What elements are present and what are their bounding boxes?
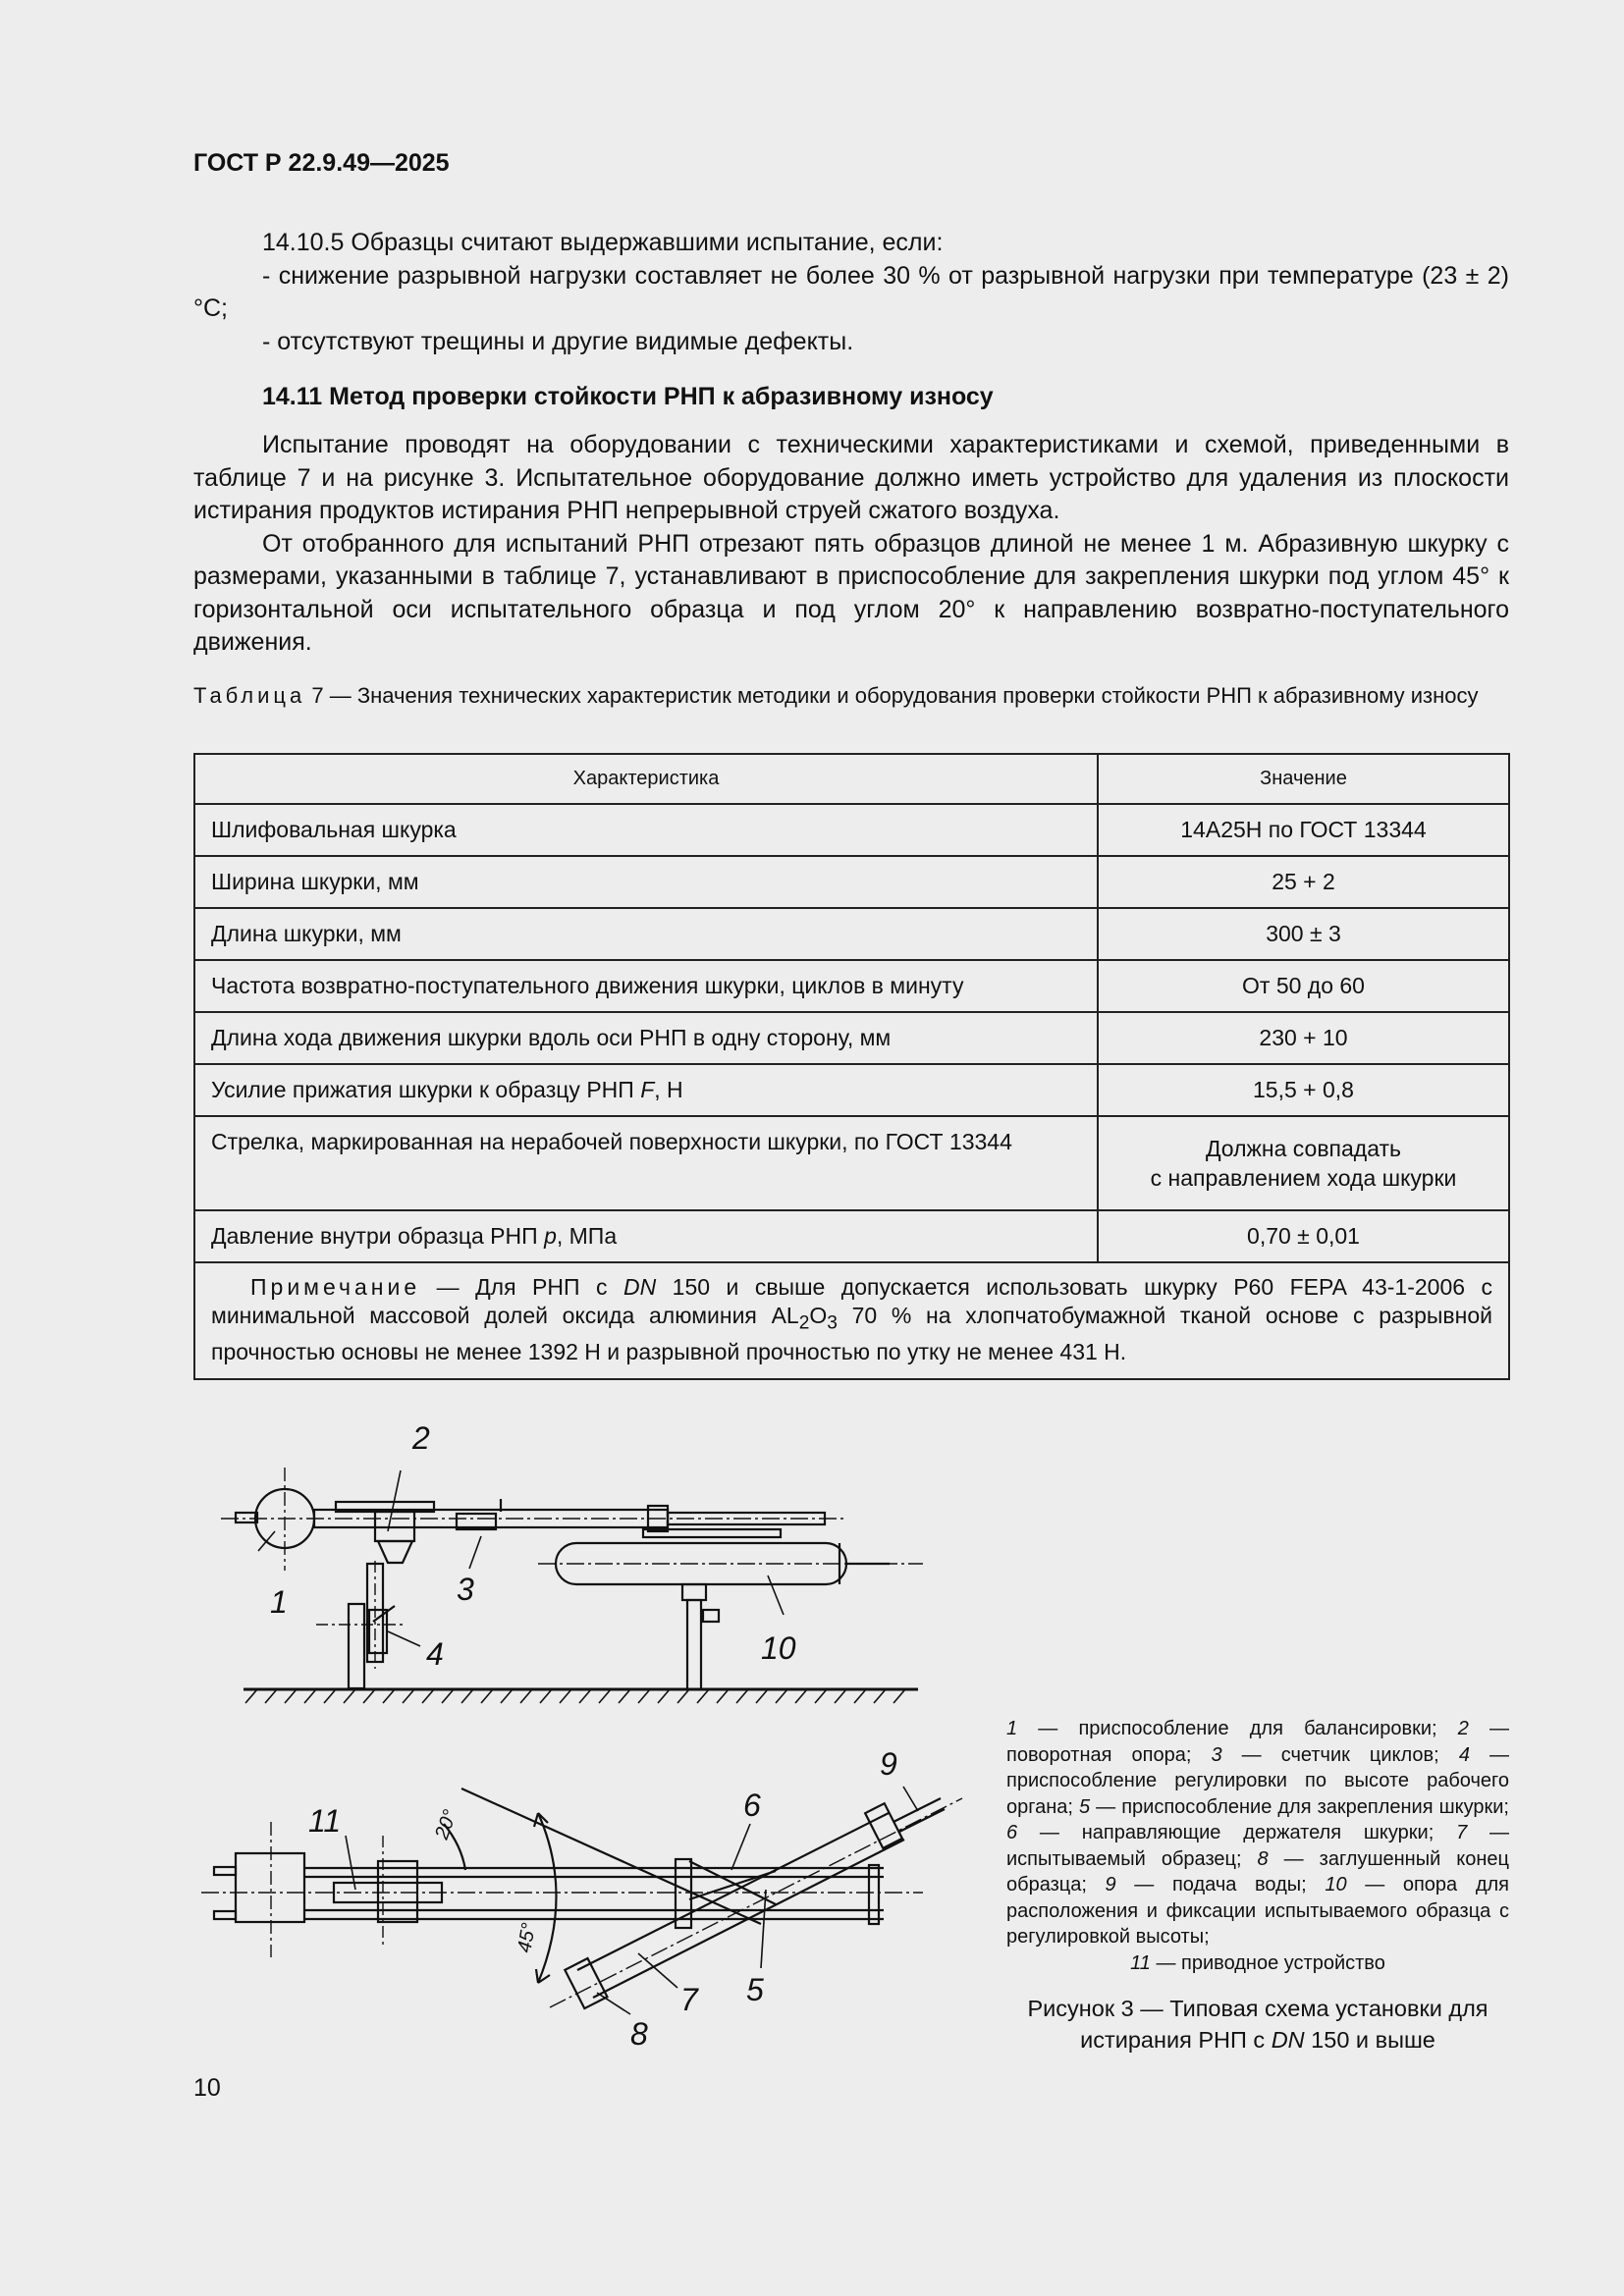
- drive-device: [214, 1822, 304, 1957]
- legend-number: 2: [1457, 1718, 1469, 1739]
- legend-text: — приспособление для балансировки;: [1017, 1718, 1458, 1739]
- angle-label-45: 45°: [514, 1921, 541, 1954]
- paragraph: - снижение разрывной нагрузки составляет не более 30 % от разрывной нагрузки при температуре (23 ± 2) °С;: [193, 261, 1509, 322]
- legend-text: — поворотная опора;: [1006, 1718, 1510, 1766]
- legend-text: — опора для расположения и фиксации испытываемого образца с регулировкой высоты;: [1006, 1874, 1509, 1948]
- document-header: ГОСТ Р 22.9.49—2025: [193, 149, 450, 177]
- table-cell: 300 ± 3: [1098, 908, 1509, 960]
- section-heading: 14.11 Метод проверки стойкости РНП к абразивному износу: [262, 383, 994, 410]
- table-cell: Частота возвратно-поступательного движения шкурки, циклов в минуту: [194, 960, 1098, 1012]
- table-cell: 0,70 ± 0,01: [1098, 1210, 1509, 1262]
- specimen-support: [682, 1584, 719, 1689]
- caption-dn: DN: [1271, 2027, 1305, 2053]
- angle-label-20: 20°: [431, 1806, 462, 1842]
- legend-number: 6: [1006, 1822, 1018, 1843]
- table-cell: 230 + 10: [1098, 1012, 1509, 1064]
- legend-number: 3: [1211, 1743, 1222, 1766]
- legend-item: [1106, 1874, 1326, 1896]
- table-cell: 25 + 2: [1098, 856, 1509, 908]
- legend-number: 9: [1105, 1874, 1116, 1896]
- cell-symbol: p: [544, 1223, 557, 1249]
- figure-label-4: 4: [426, 1636, 444, 1672]
- table-cell: Шлифовальная шкурка: [194, 804, 1098, 856]
- figure-caption: [1006, 1993, 1509, 2056]
- legend-number: 5: [1079, 1795, 1091, 1818]
- table-cell: Длина хода движения шкурки вдоль оси РНП в одну сторону, мм: [194, 1012, 1098, 1064]
- legend-text: — приводное устройство: [1150, 1951, 1385, 1974]
- figure-label-8: 8: [630, 2016, 648, 2052]
- legend-text: — направляющие держателя шкурки;: [1017, 1822, 1457, 1843]
- figure-label-3: 3: [457, 1572, 474, 1607]
- angle-arcs: [444, 1813, 557, 1983]
- legend-item: [1006, 1950, 1509, 1977]
- cell-text: , Н: [654, 1077, 683, 1102]
- legend-text: — подача воды;: [1115, 1874, 1326, 1896]
- table-caption-label: Таблица: [193, 683, 306, 708]
- figure-label-10: 10: [761, 1630, 796, 1666]
- legend-number: 4: [1458, 1743, 1470, 1766]
- caption-text: 150 и выше: [1304, 2027, 1435, 2053]
- table-cell: 15,5 + 0,8: [1098, 1064, 1509, 1116]
- guide-rails: [201, 1836, 923, 1949]
- legend-item: [1079, 1796, 1509, 1818]
- table-cell: От 50 до 60: [1098, 960, 1509, 1012]
- legend-number: 8: [1257, 1847, 1269, 1870]
- col-header-characteristic: Характеристика: [194, 754, 1098, 804]
- legend-item: [1006, 1822, 1456, 1843]
- figure-label-5: 5: [746, 1972, 764, 2007]
- page-number: 10: [193, 2074, 221, 2102]
- cell-text: , МПа: [556, 1223, 618, 1249]
- col-header-value: Значение: [1098, 754, 1509, 804]
- cell-text: Усилие прижатия шкурки к образцу РНП: [211, 1077, 641, 1102]
- legend-text: — приспособление для закрепления шкурки;: [1090, 1795, 1509, 1818]
- figure-legend: [1006, 1716, 1509, 1976]
- specimen-upper: [538, 1543, 923, 1584]
- legend-text: — испытываемый образец;: [1006, 1822, 1509, 1870]
- table-cell: Стрелка, маркированная на нерабочей поверхности шкурки, по ГОСТ 13344: [194, 1116, 1098, 1210]
- legend-number: 10: [1325, 1874, 1347, 1896]
- figure-label-1: 1: [270, 1584, 288, 1620]
- note-text: — Для РНП с: [420, 1274, 623, 1300]
- leader-lines: [258, 1470, 918, 2014]
- figure-label-2: 2: [412, 1420, 430, 1456]
- figure-label-11: 11: [308, 1803, 342, 1839]
- rotary-support: [367, 1512, 414, 1669]
- table-cell: Длина шкурки, мм: [194, 908, 1098, 960]
- table-cell: 14А25Н по ГОСТ 13344: [1098, 804, 1509, 856]
- note-sub: 3: [827, 1312, 838, 1334]
- caption-text: Рисунок 3 — Типовая схема установки для истирания РНП с: [1027, 1996, 1489, 2053]
- note-text: 150 и свыше допускается использовать шкурку Р60 FEPA 43-1-2006 с минимальной массовой долей оксида алюминия AL: [211, 1274, 1493, 1328]
- legend-item: [1006, 1718, 1458, 1739]
- paragraph: - отсутствуют трещины и другие видимые дефекты.: [262, 327, 854, 355]
- note-text: 70 % на хлопчатобумажной тканой основе с разрывной прочностью основы не менее 1392 Н и разрывной прочностью по утку не менее 431 Н.: [211, 1303, 1492, 1364]
- legend-text: — приспособление регулировки по высоте рабочего органа;: [1006, 1743, 1510, 1818]
- cell-text: Давление внутри образца РНП: [211, 1223, 545, 1249]
- legend-item: [1211, 1744, 1458, 1766]
- cell-line: с направлением хода шкурки: [1150, 1165, 1457, 1191]
- legend-text: — счетчик циклов;: [1221, 1743, 1459, 1766]
- figure-label-7: 7: [680, 1982, 698, 2017]
- legend-number: 1: [1006, 1718, 1018, 1739]
- cell-line: Должна совпадать: [1205, 1136, 1402, 1161]
- legend-number: 11: [1130, 1951, 1151, 1974]
- note-dn: DN: [623, 1274, 657, 1300]
- height-adjust: [316, 1604, 405, 1688]
- table-caption-text: 7 — Значения технических характеристик методики и оборудования проверки стойкости РНП к абразивному износу: [305, 683, 1479, 708]
- note-sub: 2: [798, 1312, 810, 1334]
- cell-symbol: F: [640, 1077, 655, 1102]
- table-cell: Ширина шкурки, мм: [194, 856, 1098, 908]
- ground-line: [244, 1689, 918, 1703]
- legend-number: 7: [1456, 1822, 1468, 1843]
- abrasive-holder: [461, 1789, 776, 1924]
- paragraph: От отобранного для испытаний РНП отрезают пять образцов длиной не менее 1 м. Абразивную шкурку с размерами, указанными в таблице 7, устанавливают в приспособление для закрепления шкурки под углом 45° к горизонтальной оси испытательного образца и под углом 20° к направлению возвратно-поступательного движения.: [193, 529, 1509, 656]
- paragraph: 14.10.5 Образцы считают выдержавшими испытание, если:: [262, 229, 944, 256]
- figure-label-6: 6: [743, 1788, 761, 1823]
- note-text: O: [809, 1303, 828, 1328]
- paragraph: Испытание проводят на оборудовании с техническими характеристиками и схемой, приведенными в таблице 7 и на рисунке 3. Испытательное оборудование должно иметь устройство для удаления из плоскости истирания продуктов истирания РНП непрерывной струей сжатого воздуха.: [193, 431, 1509, 524]
- note-label: Примечание: [250, 1274, 421, 1300]
- figure-label-9: 9: [880, 1746, 897, 1782]
- legend-text: — заглушенный конец образца;: [1006, 1847, 1509, 1896]
